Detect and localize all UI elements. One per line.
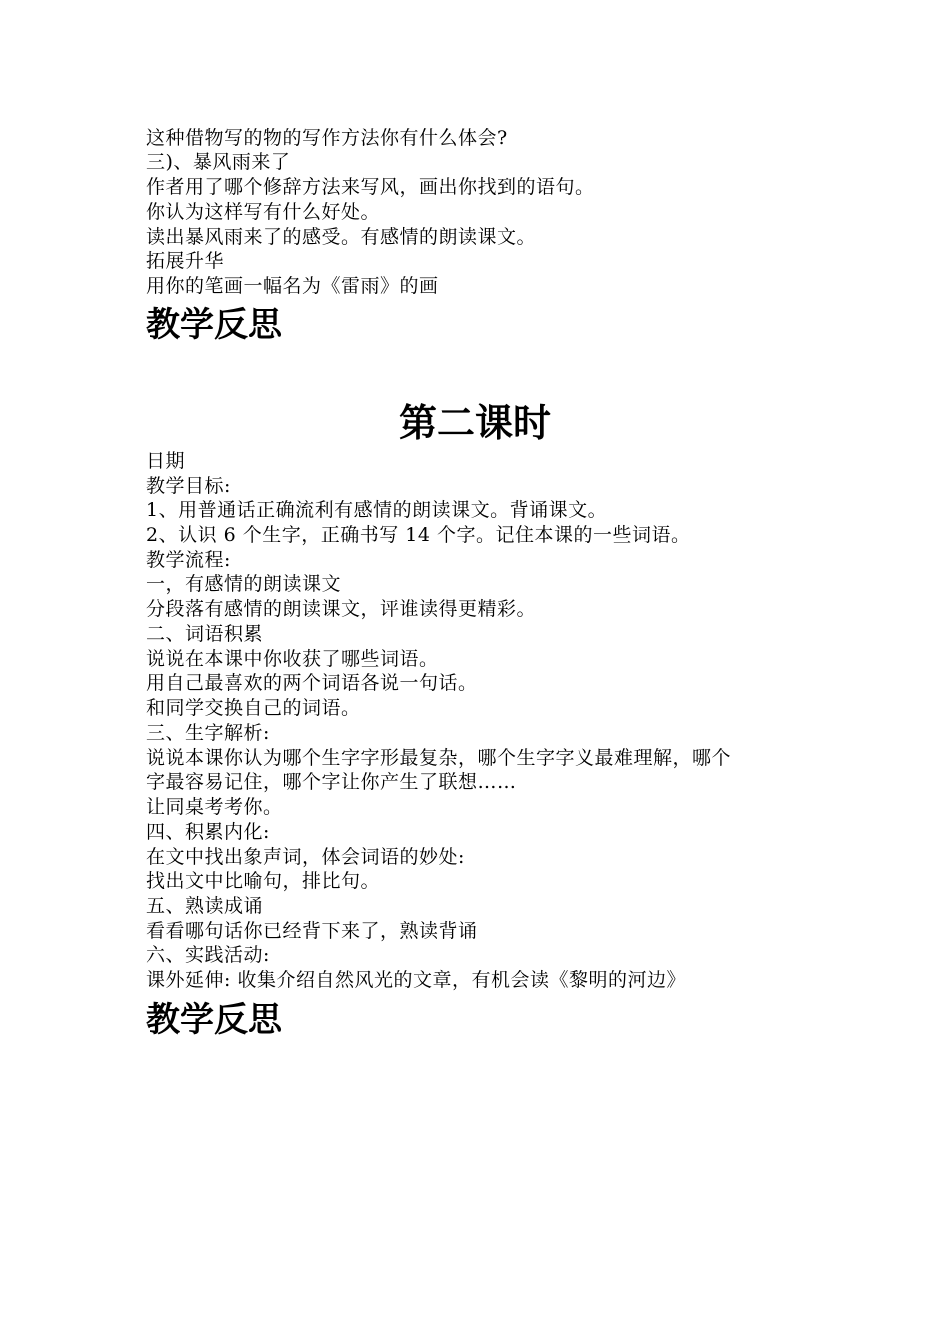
text-line: 字最容易记住，哪个字让你产生了联想…… xyxy=(146,771,517,793)
goal-item-1: 1、用普通话正确流利有感情的朗读课文。背诵课文。 xyxy=(146,499,608,521)
text-line: 在文中找出象声词，体会词语的妙处: xyxy=(146,846,465,868)
text-line: 读出暴风雨来了的感受。有感情的朗读课文。 xyxy=(146,226,537,248)
reflection-heading-1: 教学反思 xyxy=(146,305,282,345)
lesson-title: 第二课时 xyxy=(398,401,551,445)
text-line: 作者用了哪个修辞方法来写风，画出你找到的语句。 xyxy=(146,176,595,198)
text-line: 课外延伸: 收集介绍自然风光的文章，有机会读《黎明的河边》 xyxy=(146,969,686,991)
section-heading-storm: 三)、暴风雨来了 xyxy=(146,151,291,173)
step-heading-1: 一，有感情的朗读课文 xyxy=(146,573,342,595)
date-label: 日期 xyxy=(146,450,186,472)
step-heading-6: 六、实践活动: xyxy=(146,944,270,966)
text-line: 说说在本课中你收获了哪些词语。 xyxy=(146,648,439,670)
text-line: 这种借物写的物的写作方法你有什么体会? xyxy=(146,127,508,149)
text-line: 和同学交换自己的词语。 xyxy=(146,697,361,719)
step-heading-3: 三、生字解析: xyxy=(146,722,270,744)
goals-label: 教学目标: xyxy=(146,475,231,497)
process-label: 教学流程: xyxy=(146,549,231,571)
text-line: 用你的笔画一幅名为《雷雨》的画 xyxy=(146,275,439,297)
text-line: 分段落有感情的朗读课文，评谁读得更精彩。 xyxy=(146,598,537,620)
text-line: 找出文中比喻句，排比句。 xyxy=(146,870,381,892)
step-heading-5: 五、熟读成诵 xyxy=(146,895,264,917)
text-line: 你认为这样写有什么好处。 xyxy=(146,201,381,223)
text-line: 用自己最喜欢的两个词语各说一句话。 xyxy=(146,672,478,694)
step-heading-2: 二、词语积累 xyxy=(146,623,264,645)
text-line: 让同桌考考你。 xyxy=(146,796,283,818)
step-heading-4: 四、积累内化: xyxy=(146,821,270,843)
section-heading-extension: 拓展升华 xyxy=(146,250,225,272)
text-line: 看看哪句话你已经背下来了，熟读背诵 xyxy=(146,920,478,942)
reflection-heading-2: 教学反思 xyxy=(146,1000,282,1040)
text-line: 说说本课你认为哪个生字字形最复杂，哪个生字字义最难理解，哪个 xyxy=(146,747,732,769)
goal-item-2: 2、认识 6 个生字，正确书写 14 个字。记住本课的一些词语。 xyxy=(146,524,691,546)
